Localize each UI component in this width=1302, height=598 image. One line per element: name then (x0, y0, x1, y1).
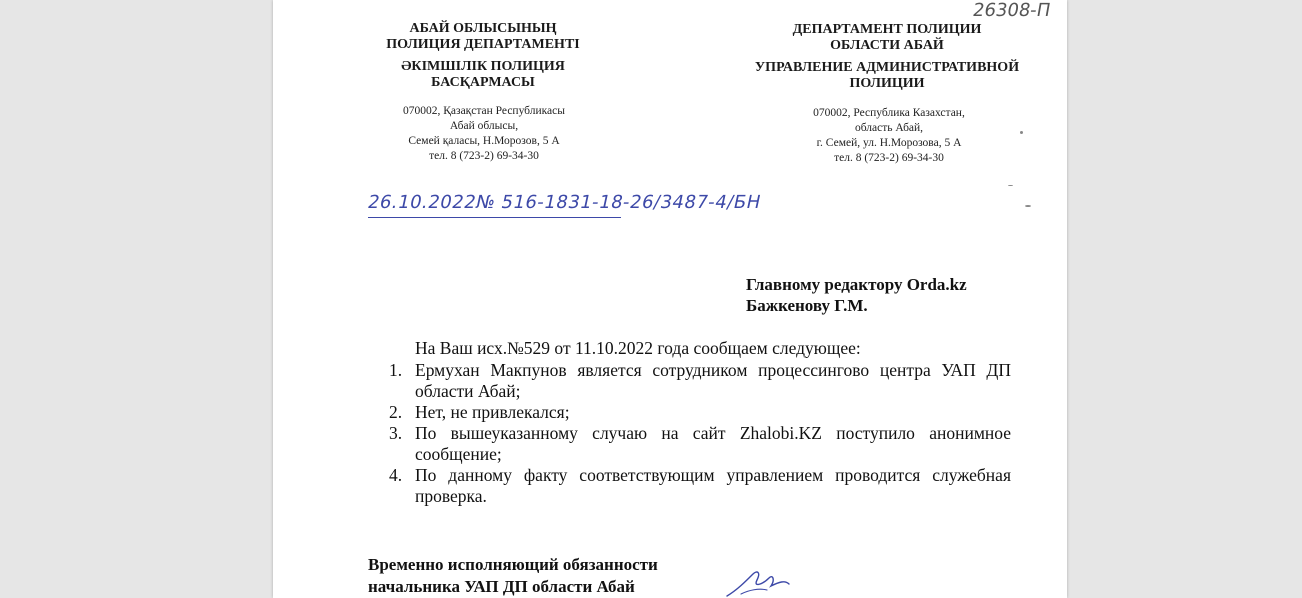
incoming-number-handwritten: 26308-П (971, 0, 1053, 21)
header-left-sub-1: ӘКІМШІЛІК ПОЛИЦИЯ (401, 59, 565, 74)
list-item-text: Нет, не привлекался; (415, 402, 570, 422)
list-item (383, 360, 1011, 402)
header-left-kazakh (363, 21, 603, 91)
address-right-line: область Абай, (854, 122, 924, 134)
address-left-line: Абай облысы, (449, 120, 519, 132)
response-list (383, 360, 1011, 507)
header-right-sub-1: УПРАВЛЕНИЕ АДМИНИСТРАТИВНОЙ (754, 60, 1020, 75)
header-left-line-1: АБАЙ ОБЛЫСЫНЫҢ (409, 21, 557, 36)
header-left-sub-2: БАСҚАРМАСЫ (431, 75, 535, 90)
intro-paragraph: На Ваш исх.№529 от 11.10.2022 года сообщаем следующее: (415, 338, 861, 358)
list-item (383, 423, 1011, 465)
signatory-block (368, 554, 658, 598)
address-left-line: тел. 8 (723-2) 69-34-30 (429, 150, 539, 162)
document-page (273, 0, 1067, 598)
registration-number-handwritten: 26.10.2022№ 516-1831-18-26/3487-4/БН (365, 192, 763, 213)
addressee-line-1: Главному редактору Orda.kz (746, 275, 967, 294)
scan-speck (1020, 131, 1023, 134)
header-right-line-1: ДЕПАРТАМЕНТ ПОЛИЦИИ (792, 22, 982, 37)
addressee-line-2: Бажкенову Г.М. (746, 296, 868, 315)
header-left-line-2: ПОЛИЦИЯ ДЕПАРТАМЕНТІ (386, 37, 580, 52)
address-left-line: Семей қаласы, Н.Морозов, 5 А (408, 135, 560, 147)
signatory-line-1: Временно исполняющий обязанности (368, 555, 658, 574)
list-item-number: 4. (389, 465, 403, 485)
list-item (383, 402, 1011, 423)
header-right-sub-2: ПОЛИЦИИ (849, 76, 925, 91)
list-item-text: По вышеуказанному случаю на сайт Zhalobi.KZ поступило анонимное сообщение; (415, 423, 1011, 464)
address-left (373, 104, 595, 164)
header-right-line-2: ОБЛАСТИ АБАЙ (830, 38, 944, 53)
list-item-number: 1. (389, 360, 403, 380)
list-item-number: 2. (389, 402, 403, 422)
list-item-text: Ермухан Макпунов является сотрудником процессингово центра УАП ДП области Абай; (415, 360, 1011, 401)
list-item-text: По данному факту соответствующим управлением проводится служебная проверка. (415, 465, 1011, 506)
scan-speck (1025, 205, 1031, 207)
address-right-line: тел. 8 (723-2) 69-34-30 (834, 152, 944, 164)
signatory-line-2: начальника УАП ДП области Абай (368, 577, 635, 596)
registration-underline (368, 217, 621, 218)
address-right-line: 070002, Республика Казахстан, (813, 107, 965, 119)
list-item (383, 465, 1011, 507)
address-right (755, 106, 1023, 166)
address-left-line: 070002, Қазақстан Республикасы (403, 105, 565, 117)
list-item-number: 3. (389, 423, 403, 443)
signature-scribble (723, 568, 793, 598)
address-right-line: г. Семей, ул. Н.Морозова, 5 А (816, 137, 962, 149)
scan-speck (1008, 185, 1013, 186)
header-right-russian (725, 22, 1049, 92)
addressee-block (746, 274, 967, 316)
